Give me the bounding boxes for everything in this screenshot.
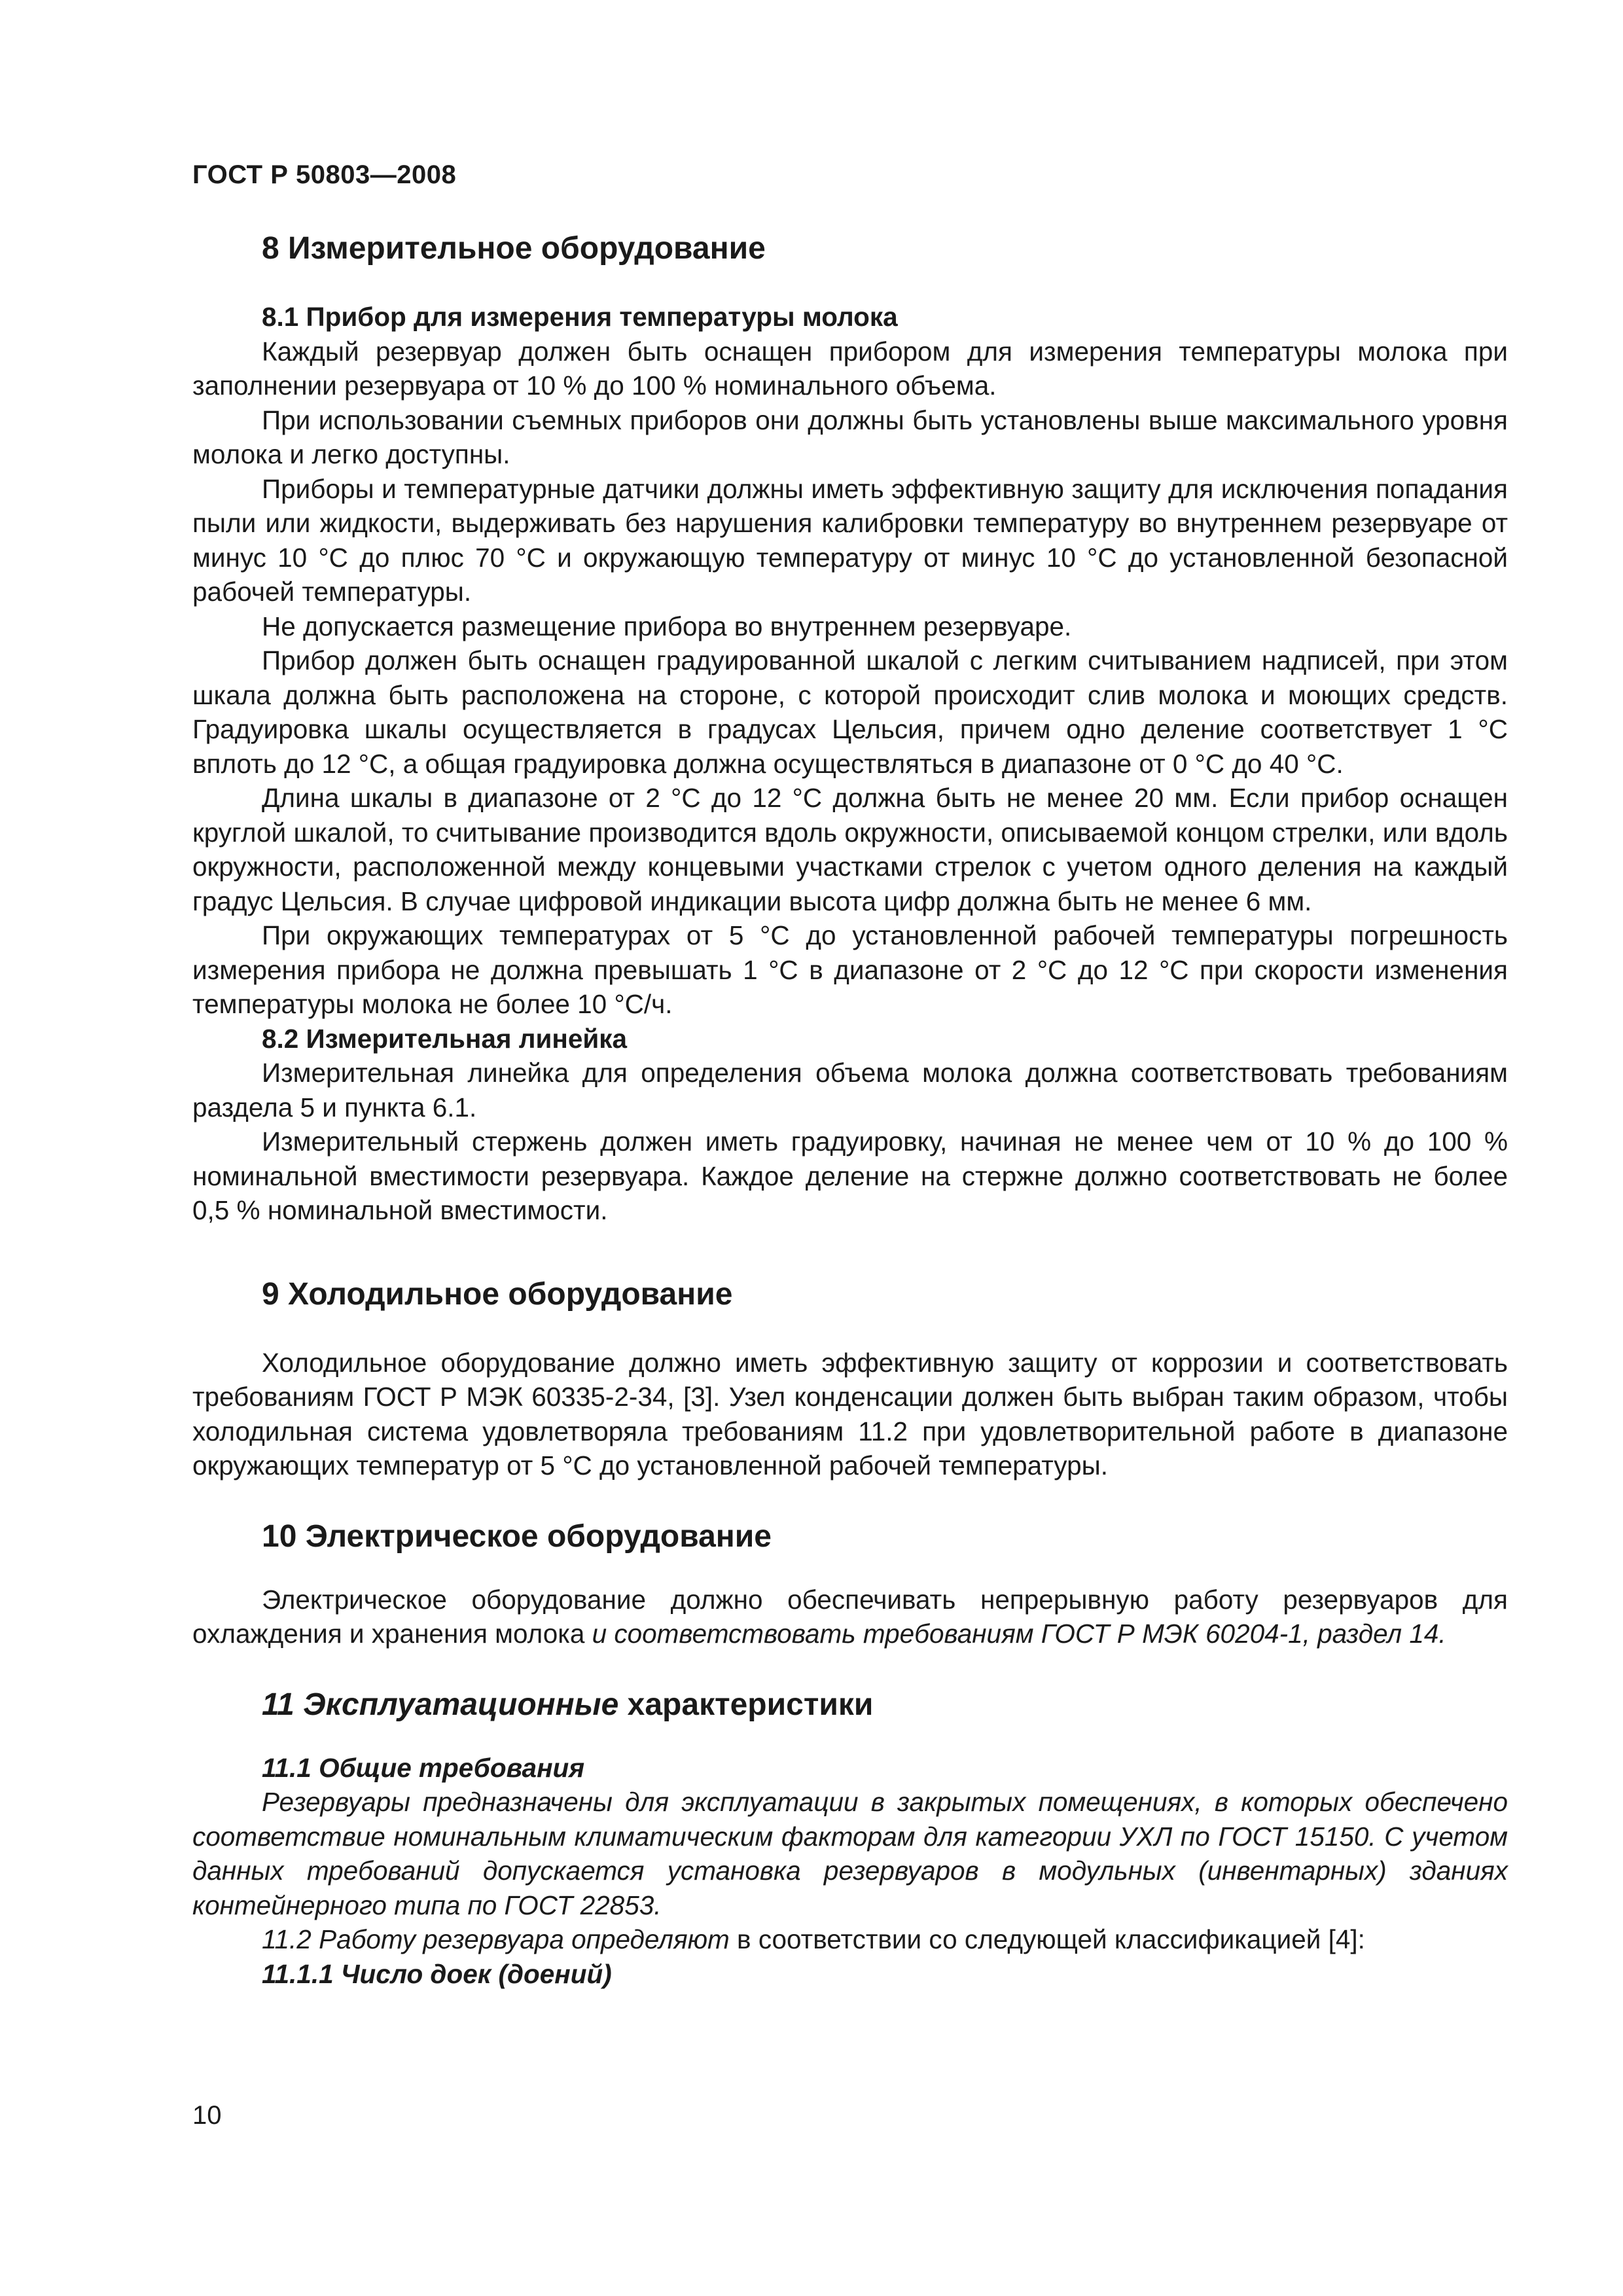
paragraph — [192, 1583, 1508, 1651]
subsection-11-1-1-heading: 11.1.1 Число доек (доений) — [262, 1958, 612, 1989]
paragraph-italic-text: и соответствовать требованиям ГОСТ Р МЭК 60204-1, раздел 14. — [592, 1619, 1446, 1649]
subsection-8-2-heading: 8.2 Измерительная линейка — [262, 1023, 628, 1054]
paragraph-text: Электрическое оборудование должно обеспечивать непрерывную работу резервуаров для охлаждения и хранения молока — [192, 1584, 1508, 1649]
paragraph-italic-text: 11.2 Работу резервуара определяют — [262, 1924, 730, 1954]
paragraph: Холодильное оборудование должно иметь эффективную защиту от коррозии и соответствовать требованиям ГОСТ Р МЭК 60335-2-34, [3]. Узел конденсации должен быть выбран таким образом, чтобы холодильная система удовлетворяла требованиям 11.2 при удовлетворительной работе в диапазоне окружающих температур от 5 °C до установленной рабочей температуры. — [192, 1347, 1508, 1480]
paragraph: Резервуары предназначены для эксплуатации в закрытых помещениях, в которых обеспечено соответствие номинальным климатическим факторам для категории УХЛ по ГОСТ 15150. С учетом данных требований допускается установка резервуаров в модульных (инвентарных) зданиях контейнерного типа по ГОСТ 22853. — [192, 1787, 1508, 1920]
paragraph: Измерительный стержень должен иметь градуировку, начиная не менее чем от 10 % до 100 % номинальной вместимости резервуара. Каждое деление на стержне должно соответствовать не более 0,5 % номинальной вместимости. — [192, 1126, 1508, 1225]
document-code-header: ГОСТ Р 50803—2008 — [192, 160, 457, 189]
paragraph: Каждый резервуар должен быть оснащен прибором для измерения температуры молока при заполнении резервуара от 10 % до 100 % номинального объема. — [192, 336, 1508, 401]
page-number: 10 — [192, 2101, 222, 2130]
paragraph: Длина шкалы в диапазоне от 2 °C до 12 °C должна быть не менее 20 мм. Если прибор оснащен круглой шкалой, то считывание производится вдоль окружности, описываемой концом стрелки, или вдоль окружности, расположенной между концевыми участками стрелок с учетом одного деления на каждый градус Цельсия. В случае цифровой индикации высота цифр должна быть не менее 6 мм. — [192, 783, 1508, 916]
paragraph: При использовании съемных приборов они должны быть установлены выше максимального уровня молока и легко доступны. — [192, 404, 1508, 469]
section-11-heading — [262, 1685, 1508, 1725]
paragraph: Измерительная линейка для определения объема молока должна соответствовать требованиям раздела 5 и пункта 6.1. — [192, 1058, 1508, 1122]
section-10-heading: 10 Электрическое оборудование — [262, 1518, 772, 1554]
subsection-11-1-heading: 11.1 Общие требования — [262, 1752, 585, 1783]
paragraph: При окружающих температурах от 5 °C до установленной рабочей температуры погрешность измерения прибора не должна превышать 1 °C в диапазоне от 2 °C до 12 °C при скорости изменения температуры молока не более 10 °C/ч. — [192, 920, 1508, 1019]
paragraph — [192, 1922, 1508, 1957]
page-content — [192, 229, 1508, 1991]
paragraph: Приборы и температурные датчики должны иметь эффективную защиту для исключения попадания пыли или жидкости, выдерживать без нарушения калибровки температуру во внутреннем резервуаре от минус 10 °C до плюс 70 °C и окружающую температуру от минус 10 °C до установленной безопасной рабочей температуры. — [192, 473, 1508, 607]
section-9-heading: 9 Холодильное оборудование — [262, 1276, 733, 1312]
section-11-heading-regular: характеристики — [618, 1687, 874, 1722]
paragraph: Прибор должен быть оснащен градуированной шкалой с легким считыванием надписей, при этом шкала должна быть расположена на стороне, с которой происходит слив молока и моющих средств. Градуировка шкалы осуществляется в градусах Цельсия, причем одно деление соответствует 1 °C вплоть до 12 °C, а общая градуировка должна осуществляться в диапазоне от 0 °C до 40 °C. — [192, 645, 1508, 779]
section-11-heading-italic: 11 Эксплуатационные — [262, 1687, 619, 1722]
section-8-heading: 8 Измерительное оборудование — [262, 231, 766, 266]
subsection-8-1-heading: 8.1 Прибор для измерения температуры молока — [262, 302, 898, 332]
paragraph-text: в соответствии со следующей классификацией [4]: — [729, 1924, 1365, 1954]
paragraph: Не допускается размещение прибора во внутреннем резервуаре. — [262, 611, 1072, 641]
